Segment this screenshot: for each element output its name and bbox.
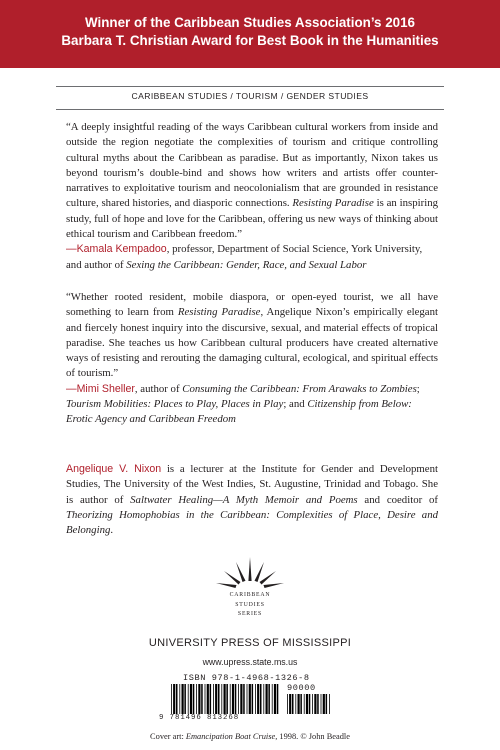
barcode-bar [193,684,195,714]
endorsement-attribution: —Mimi Sheller, author of Consuming the Caribbean: From Arawaks to Zombies; Tourism Mobilities: Places to Play, Places in Play; and Citizenship from Below: Erotic Agency and Caribbean Freedom [66,382,420,426]
barcode-bar [238,684,239,714]
barcode-bar [198,684,200,714]
barcode-bar [230,684,231,714]
barcode-bar [235,684,237,714]
barcode-bar [295,694,296,714]
palm-leaf-icon [212,557,288,593]
barcode-bar [268,684,270,714]
barcode-bar [243,684,245,714]
barcode-bar [232,684,234,714]
barcode-bar [257,684,259,714]
barcode-bar [287,694,288,714]
series-logo [212,557,288,625]
award-line-2: Barbara T. Christian Award for Best Book in the Humanities [61,33,439,48]
barcode-bar [274,684,276,714]
barcode-bar [252,684,254,714]
barcode-bar [314,694,316,714]
barcode-bar [249,684,251,714]
barcode-bar [298,694,300,714]
barcode-bar [321,694,322,714]
barcode-bar [326,694,328,714]
award-banner [0,0,500,68]
series-name: CARIBBEAN STUDIES SERIES [229,592,271,617]
endorsement-text: “A deeply insightful reading of the ways Caribbean cultural workers from inside and outside the region negotiate the complexities of tourism and critique controlling cultural myths about the Caribbean as paradise. But as importantly, Nixon takes us beyond tourism’s double-bind and shows how writers and artists offer counter-narratives to exploitative tourism and neocolonialism that are grounded in resistance culture, shared histories, and diasporic connections. Resisting Paradise is an inspiring study, full of hope and love for the Caribbean, offering us new ways of thinking about ethical tourism and Caribbean freedom.” [66,121,438,241]
endorsement-attribution: —Kamala Kempadoo, professor, Department of Social Science, York University, and author of Sexing the Caribbean: Gender, Race, and Sexual Labor [66,243,423,271]
price-code: 90000 [287,683,316,693]
barcode-bar [221,684,222,714]
barcode-bar [240,684,242,714]
barcode-bar [201,684,203,714]
author-bio-text: Angelique V. Nixon is a lecturer at the Institute for Gender and Development Studies, The University of the West Indies, St. Augustine, Trinidad and Tobago. She is author of Saltwater Healing—A Myth Memoir and Poems and coeditor of Theorizing Homophobias in the Caribbean: Complexities of Place, Desire and Belonging. [66,463,438,537]
barcode-bar [184,684,186,714]
barcode-bar [266,684,268,714]
barcode-bar [205,684,206,714]
barcode-bar [215,684,217,714]
barcode-bar [263,684,264,714]
barcode-bar [260,684,262,714]
barcode-bar [304,694,305,714]
barcode-bar [218,684,220,714]
endorser-name: —Mimi Sheller [66,382,135,395]
barcode-bar [323,694,325,714]
barcode-bar [317,694,319,714]
publisher-name: UNIVERSITY PRESS OF MISSISSIPPI [148,637,352,649]
barcode-bar [300,694,302,714]
barcode-bar [207,684,209,714]
barcode-bar [247,684,248,714]
barcode-bar [255,684,256,714]
barcode-bar [306,694,308,714]
barcode-bar [182,684,184,714]
barcode-bar [224,684,226,714]
subjects-rule-bottom [56,109,444,110]
barcode-bar [179,684,180,714]
barcode-bar [213,684,214,714]
endorser-name: —Kamala Kempadoo [66,243,167,256]
isbn-barcode [155,673,347,729]
price-barcode-bars [287,694,331,716]
barcode-bar [312,694,313,714]
barcode-bar [173,684,175,714]
barcode-bar [292,694,294,714]
barcode-bar [329,694,330,714]
barcode-bar [190,684,192,714]
endorsement-text: “Whether rooted resident, mobile diaspora, or open-eyed tourist, we all have something to learn from Resisting Paradise, Angelique Nixon’s empirically elegant and fiercely honest inquiry into the discursive, sexual, and material effects of tropical paradise. She teaches us how Caribbean cultural producers have created alternative ways of resisting and rerouting the damaging cultural, ecological, and spiritual effects of tourism.” [66,291,438,380]
author-name: Angelique V. Nixon [66,463,162,475]
endorsement-sheller [66,290,438,428]
barcode-bar [277,684,279,714]
endorsement-kempadoo [66,120,438,273]
cover-art-credit: Cover art: Emancipation Boat Cruise, 1998. © John Beadle [150,732,350,741]
barcode-bar [272,684,273,714]
isbn-label: ISBN 978-1-4968-1326-8 [183,673,310,683]
publisher-website: www.upress.state.ms.us [202,657,298,667]
barcode-bar [196,684,197,714]
ean-digits: 9 781496 813268 [159,714,240,722]
ean-barcode-bars [171,684,281,716]
author-bio [66,462,438,538]
barcode-bar [171,684,172,714]
barcode-bar [289,694,291,714]
subject-categories: CARIBBEAN STUDIES / TOURISM / GENDER STUDIES [131,91,369,101]
barcode-bar [309,694,311,714]
subjects-rule-top [56,86,444,87]
award-line-1: Winner of the Caribbean Studies Association’s 2016 [84,15,415,30]
barcode-bar [226,684,228,714]
barcode-bar [188,684,189,714]
barcode-bar [176,684,178,714]
barcode-bar [210,684,212,714]
